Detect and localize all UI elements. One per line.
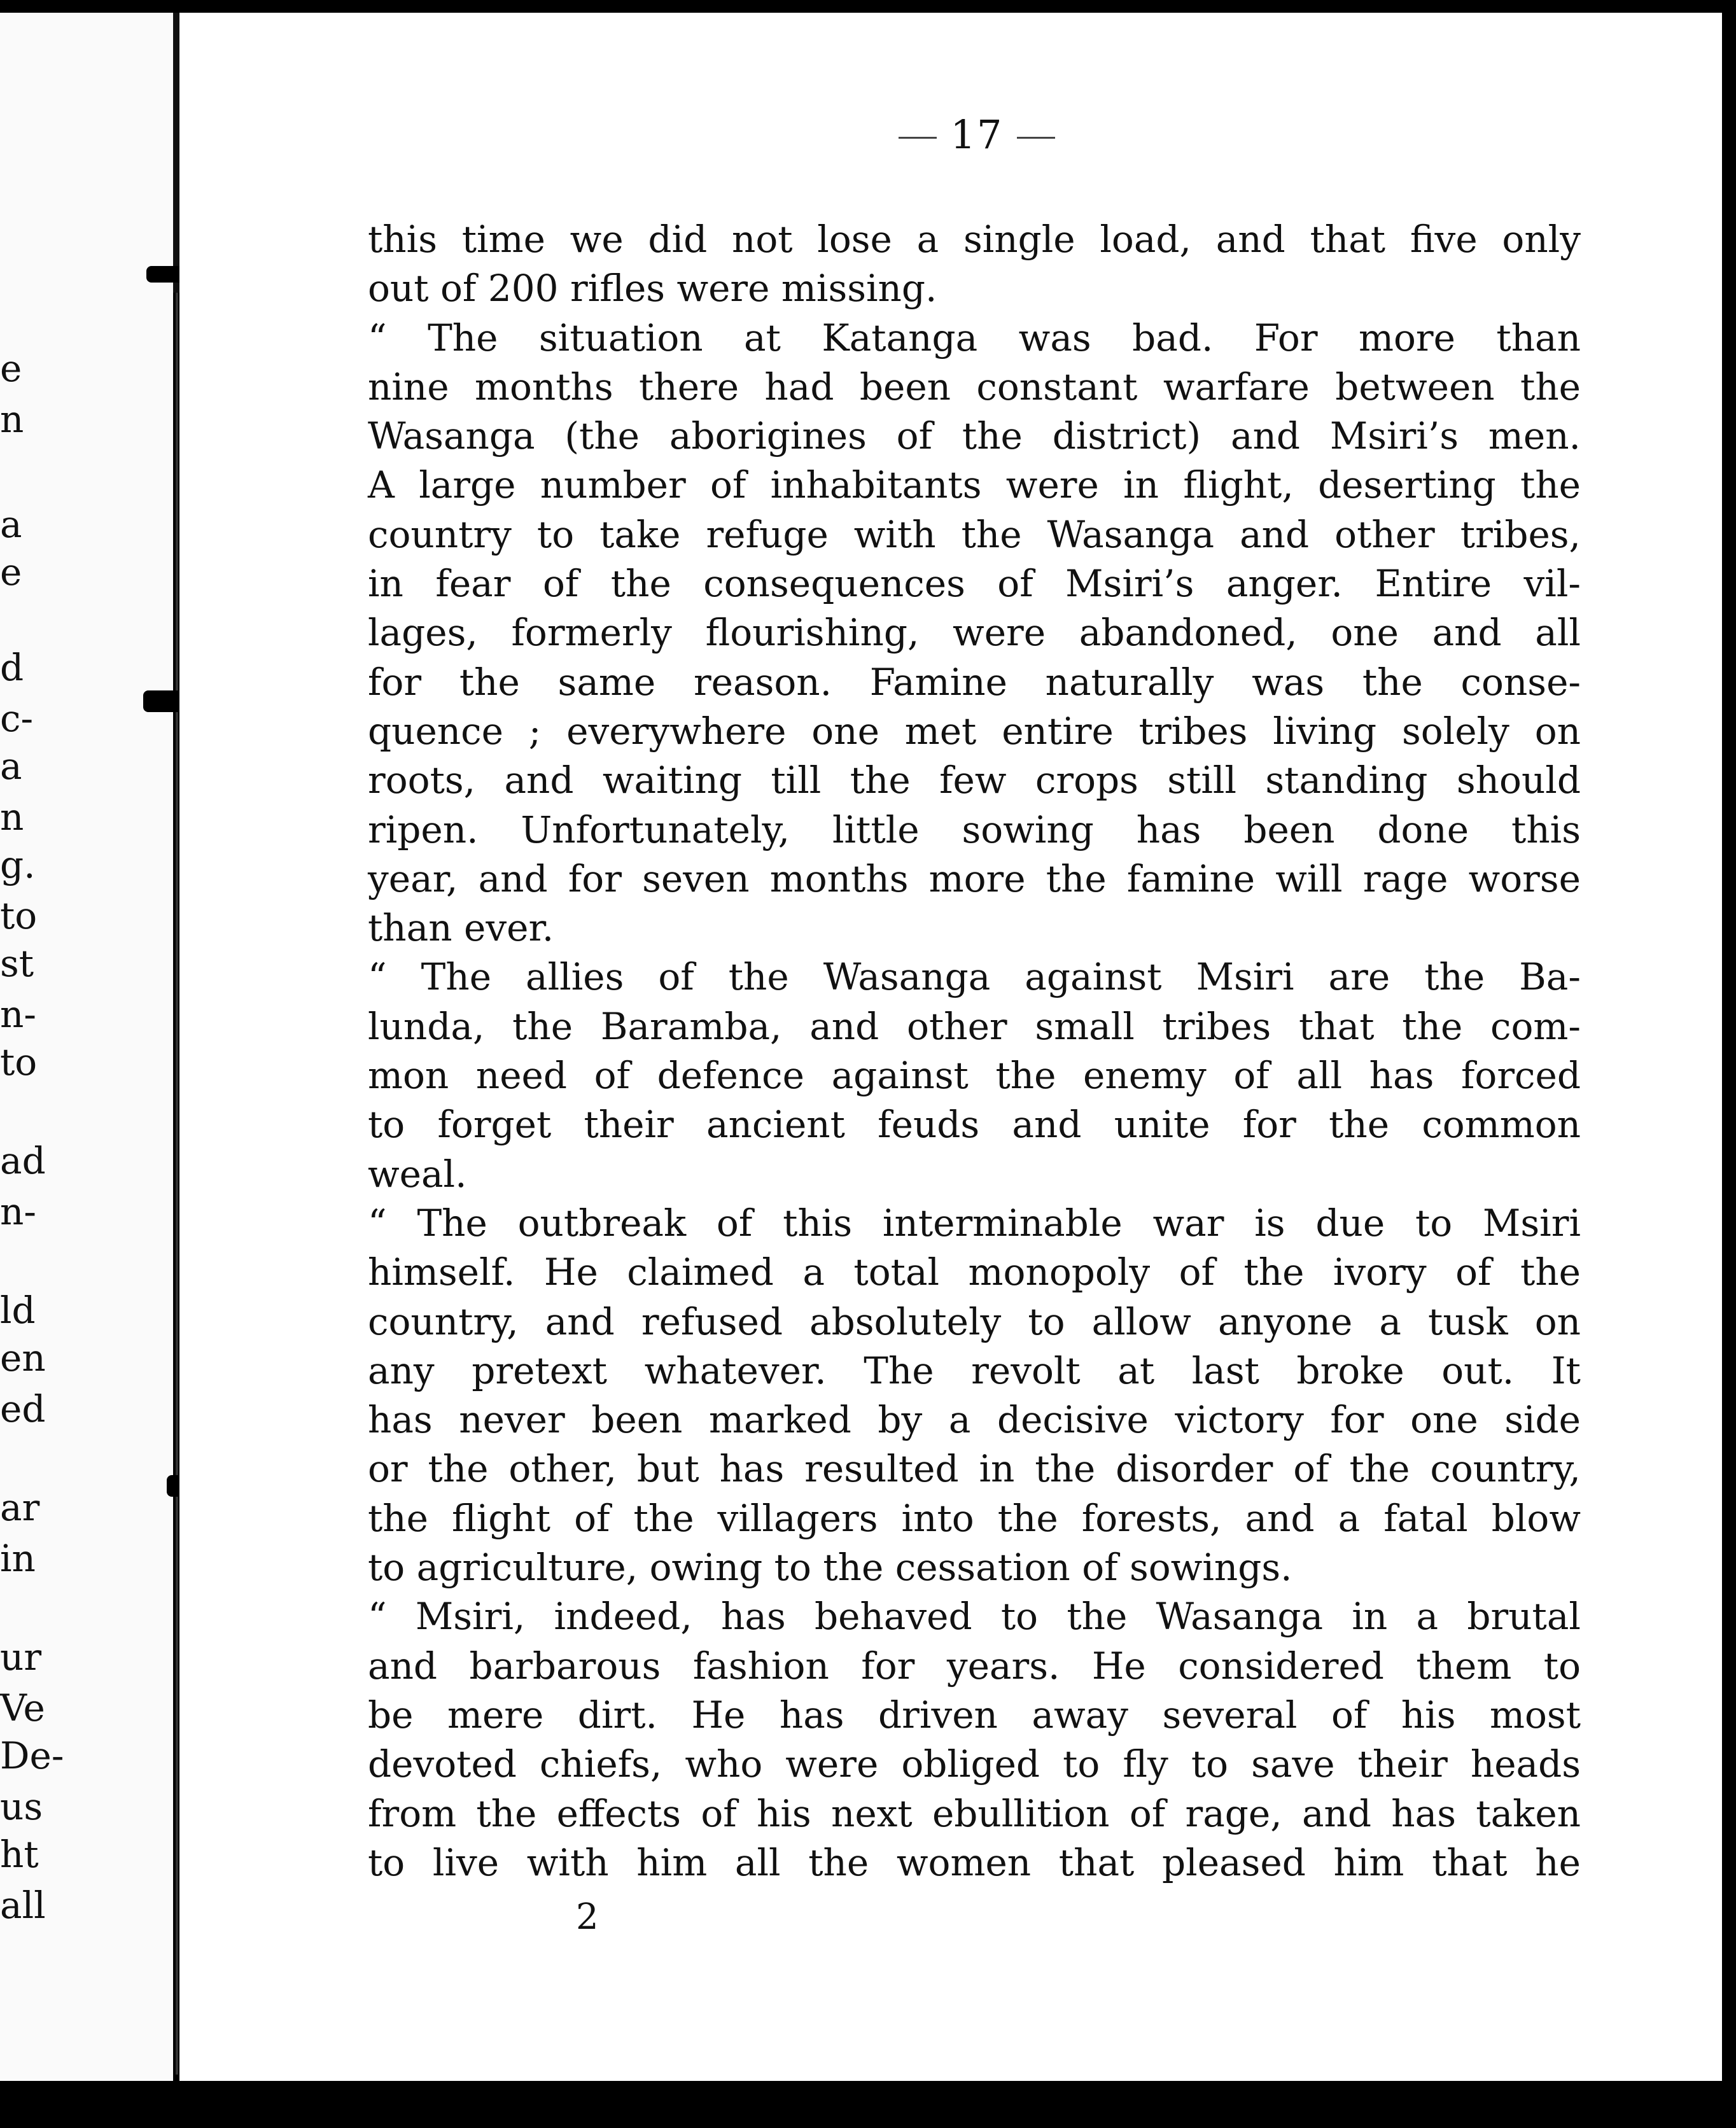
left-fragment: g. xyxy=(0,843,36,886)
left-fragment: us xyxy=(0,1785,43,1828)
text-line: in fear of the consequences of Msiri’s anger. Entire vil- xyxy=(368,562,1581,606)
body-text xyxy=(368,215,1581,1887)
text-line: to agriculture, owing to the cessation of sowings. xyxy=(368,1546,1292,1590)
text-line: “ The outbreak of this interminable war is due to Msiri xyxy=(368,1201,1581,1245)
text-line: lunda, the Baramba, and other small tribes that the com- xyxy=(368,1004,1581,1048)
header-dash xyxy=(1017,137,1055,139)
text-line: to live with him all the women that pleased him that he xyxy=(368,1840,1581,1884)
left-fragment: in xyxy=(0,1537,36,1580)
left-fragment: e xyxy=(0,347,22,390)
scan-border xyxy=(1722,0,1736,2128)
signature-mark: 2 xyxy=(576,1896,599,1938)
text-line: “ The situation at Katanga was bad. For more than xyxy=(368,316,1581,360)
left-fragment: ed xyxy=(0,1387,46,1431)
binding-gutter-line xyxy=(173,13,179,293)
left-fragment: all xyxy=(0,1884,46,1927)
page-number: 17 xyxy=(950,111,1004,158)
text-line: be mere dirt. He has driven away several of his most xyxy=(368,1693,1581,1737)
text-line: than ever. xyxy=(368,906,554,950)
text-line: weal. xyxy=(368,1152,467,1196)
left-fragment: n xyxy=(0,795,24,839)
text-line: mon need of defence against the enemy of all has forced xyxy=(368,1054,1581,1098)
text-line: any pretext whatever. The revolt at last broke out. It xyxy=(368,1348,1581,1392)
text-line: has never been marked by a decisive victory for one side xyxy=(368,1398,1581,1442)
left-fragment: n xyxy=(0,398,24,441)
left-fragment: ld xyxy=(0,1289,36,1332)
text-line: lages, formerly flourishing, were abandoned, one and all xyxy=(368,611,1581,655)
previous-page-strip xyxy=(0,13,173,2081)
left-fragment: ht xyxy=(0,1833,39,1876)
left-fragment: n- xyxy=(0,1190,36,1233)
left-fragment: a xyxy=(0,745,22,788)
text-line: to forget their ancient feuds and unite for the common xyxy=(368,1103,1581,1147)
left-fragment: ad xyxy=(0,1139,46,1182)
text-line: Wasanga (the aborigines of the district) and Msiri’s men. xyxy=(368,414,1581,458)
left-fragment: d xyxy=(0,646,24,689)
left-fragment: st xyxy=(0,942,34,985)
text-line: country to take refuge with the Wasanga and other tribes, xyxy=(368,512,1581,556)
text-line: country, and refused absolutely to allow anyone a tusk on xyxy=(368,1299,1581,1343)
text-line: A large number of inhabitants were in flight, deserting the xyxy=(368,463,1581,507)
text-line: ripen. Unfortunately, little sowing has been done this xyxy=(368,808,1581,851)
left-fragment: n- xyxy=(0,993,36,1036)
header-dash xyxy=(899,137,937,139)
text-line: for the same reason. Famine naturally was the conse- xyxy=(368,660,1581,704)
text-line: nine months there had been constant warfare between the xyxy=(368,365,1581,409)
text-line: and barbarous fashion for years. He considered them to xyxy=(368,1644,1581,1688)
left-fragment: De- xyxy=(0,1734,64,1777)
left-fragment: a xyxy=(0,503,22,546)
text-line: out of 200 rifles were missing. xyxy=(368,267,937,311)
left-fragment: e xyxy=(0,550,22,594)
left-fragment: en xyxy=(0,1336,46,1380)
text-line: himself. He claimed a total monopoly of the ivory of the xyxy=(368,1250,1581,1294)
text-line: “ The allies of the Wasanga against Msiri are the Ba- xyxy=(368,955,1581,999)
text-line: from the effects of his next ebullition of rage, and has taken xyxy=(368,1791,1581,1835)
text-line: devoted chiefs, who were obliged to fly to save their heads xyxy=(368,1742,1581,1786)
text-line: year, and for seven months more the famine will rage worse xyxy=(368,857,1581,900)
left-fragment: ur xyxy=(0,1635,42,1679)
text-line: “ Msiri, indeed, has behaved to the Wasanga in a brutal xyxy=(368,1595,1581,1639)
left-fragment: ar xyxy=(0,1486,40,1529)
left-fragment: c- xyxy=(0,697,34,740)
text-line: roots, and waiting till the few crops still standing should xyxy=(368,759,1581,802)
text-line: or the other, but has resulted in the disorder of the country, xyxy=(368,1447,1581,1491)
left-fragment: to xyxy=(0,894,38,937)
text-line: the flight of the villagers into the forests, and a fatal blow xyxy=(368,1496,1581,1540)
left-fragment: to xyxy=(0,1040,38,1084)
text-line: quence ; everywhere one met entire tribes living solely on xyxy=(368,709,1581,753)
left-fragment: Ve xyxy=(0,1686,45,1730)
page-header xyxy=(872,111,1082,158)
text-line: this time we did not lose a single load, and that five only xyxy=(368,218,1581,261)
binding-gutter-line xyxy=(176,293,178,2075)
